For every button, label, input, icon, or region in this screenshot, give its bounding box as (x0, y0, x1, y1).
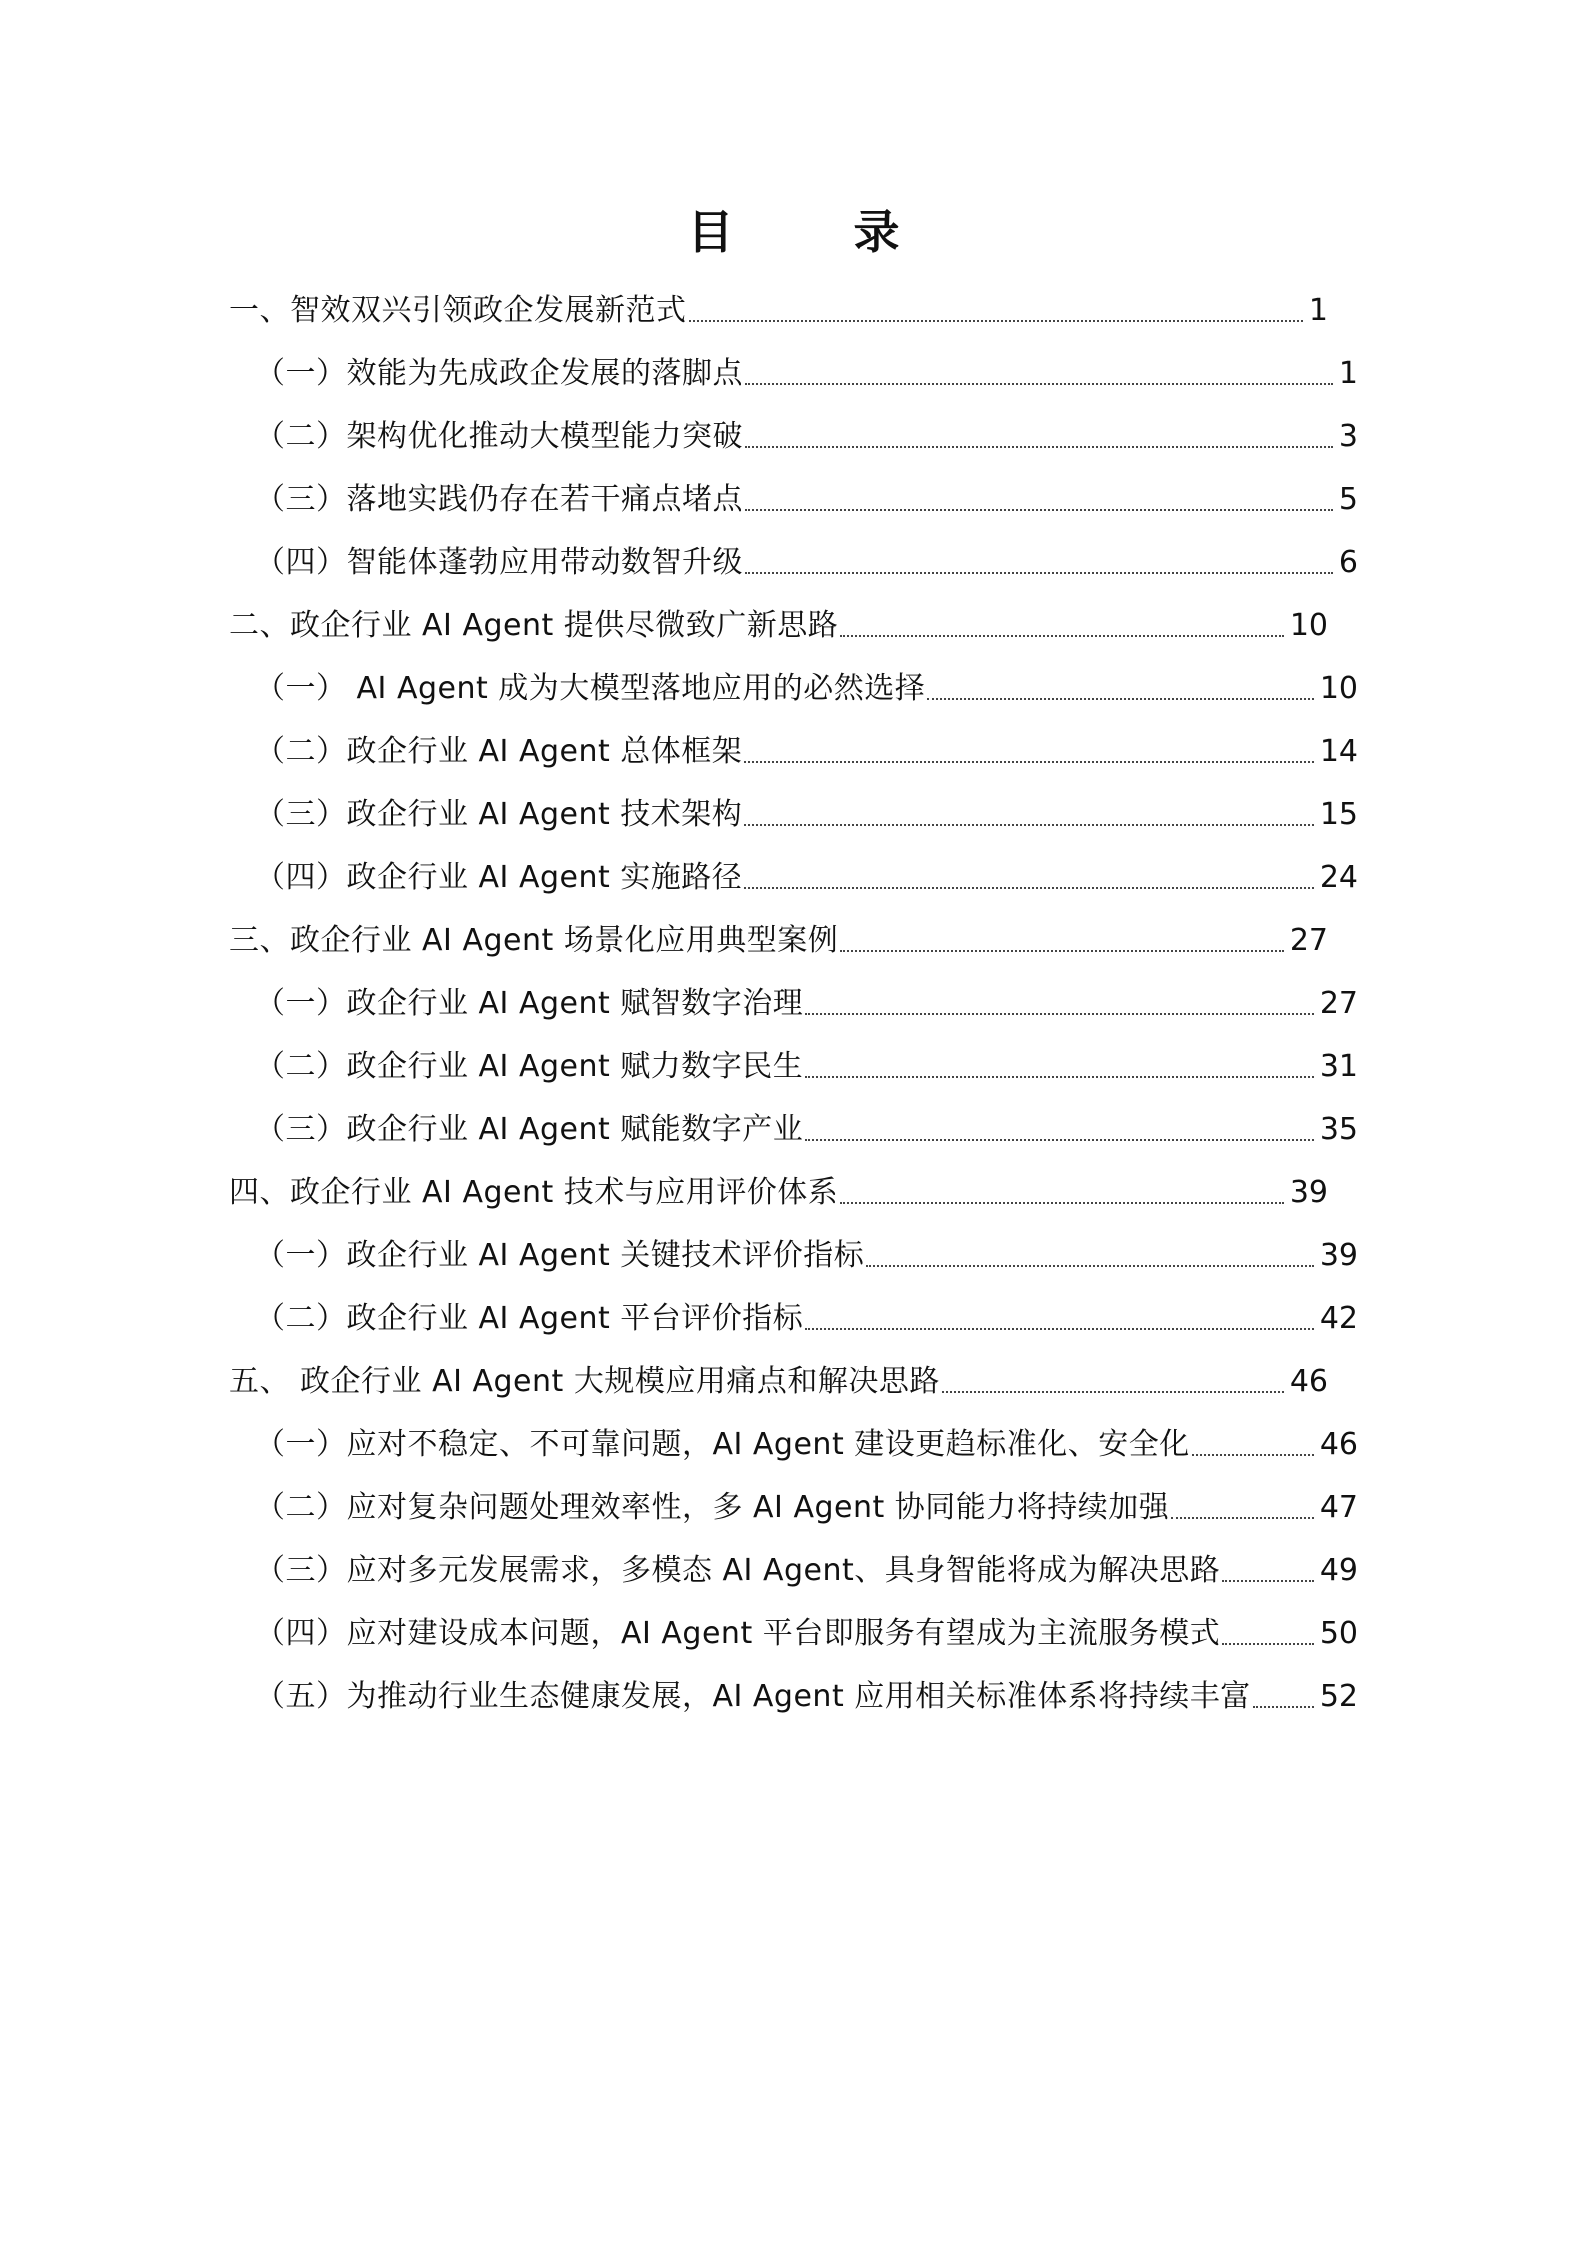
toc-page-number: 42 (1319, 1301, 1358, 1336)
toc-dot-leader (745, 446, 1333, 448)
toc-entry-title: （二）政企行业 AI Agent 赋力数字民生 (255, 1049, 804, 1084)
toc-dot-leader (1192, 1454, 1314, 1456)
toc-page-number: 35 (1319, 1112, 1358, 1147)
toc-entry-title: 五、 政企行业 AI Agent 大规模应用痛点和解决思路 (229, 1364, 940, 1399)
page-title: 目 录 (687, 205, 952, 259)
toc-section-1[interactable] (229, 339, 1358, 402)
toc-page-number: 27 (1319, 986, 1358, 1021)
toc-entry-title: （一）应对不稳定、不可靠问题，AI Agent 建设更趋标准化、安全化 (255, 1427, 1190, 1462)
toc-page-number: 50 (1319, 1616, 1358, 1651)
toc-chapter-10[interactable] (229, 906, 1358, 969)
toc-dot-leader (805, 1328, 1314, 1330)
toc-page-number: 31 (1319, 1049, 1358, 1084)
toc-entry-title: （二）政企行业 AI Agent 平台评价指标 (255, 1301, 804, 1336)
table-of-contents (229, 276, 1358, 1725)
toc-entry-title: （一）政企行业 AI Agent 关键技术评价指标 (255, 1238, 865, 1273)
toc-entry-title: （三）政企行业 AI Agent 赋能数字产业 (255, 1112, 804, 1147)
toc-entry-title: （二）架构优化推动大模型能力突破 (255, 419, 743, 454)
toc-page-number: 5 (1338, 482, 1358, 517)
toc-section-2[interactable] (229, 402, 1358, 465)
toc-page-number: 39 (1289, 1175, 1328, 1210)
toc-chapter-14[interactable] (229, 1158, 1358, 1221)
toc-entry-title: （四）政企行业 AI Agent 实施路径 (255, 860, 743, 895)
toc-entry-title: （三）落地实践仍存在若干痛点堵点 (255, 482, 743, 517)
toc-chapter-0[interactable] (229, 276, 1358, 339)
toc-page-number: 10 (1319, 671, 1358, 706)
toc-dot-leader (745, 509, 1333, 511)
toc-page-number: 49 (1319, 1553, 1358, 1588)
toc-chapter-17[interactable] (229, 1347, 1358, 1410)
toc-entry-title: （一）政企行业 AI Agent 赋智数字治理 (255, 986, 804, 1021)
toc-entry-title: 二、政企行业 AI Agent 提供尽微致广新思路 (229, 608, 839, 643)
toc-section-7[interactable] (229, 717, 1358, 780)
toc-page-number: 46 (1289, 1364, 1328, 1399)
toc-page-number: 1 (1308, 293, 1328, 328)
toc-page-number: 10 (1289, 608, 1328, 643)
toc-section-6[interactable] (229, 654, 1358, 717)
toc-section-3[interactable] (229, 465, 1358, 528)
toc-page-number: 14 (1319, 734, 1358, 769)
toc-dot-leader (745, 383, 1333, 385)
toc-section-22[interactable] (229, 1662, 1358, 1725)
toc-entry-title: （四）应对建设成本问题，AI Agent 平台即服务有望成为主流服务模式 (255, 1616, 1221, 1651)
toc-dot-leader (840, 1202, 1284, 1204)
toc-entry-title: （四）智能体蓬勃应用带动数智升级 (255, 545, 743, 580)
toc-dot-leader (744, 761, 1314, 763)
toc-section-21[interactable] (229, 1599, 1358, 1662)
toc-dot-leader (840, 635, 1284, 637)
toc-entry-title: （二）应对复杂问题处理效率性，多 AI Agent 协同能力将持续加强 (255, 1490, 1170, 1525)
toc-dot-leader (805, 1076, 1314, 1078)
toc-entry-title: （五）为推动行业生态健康发展，AI Agent 应用相关标准体系将持续丰富 (255, 1679, 1251, 1714)
toc-page-number: 15 (1319, 797, 1358, 832)
toc-entry-title: 一、智效双兴引领政企发展新范式 (229, 293, 687, 328)
toc-dot-leader (744, 887, 1314, 889)
toc-page-number: 3 (1338, 419, 1358, 454)
toc-page-number: 24 (1319, 860, 1358, 895)
toc-dot-leader (1171, 1517, 1314, 1519)
toc-section-18[interactable] (229, 1410, 1358, 1473)
toc-page-number: 39 (1319, 1238, 1358, 1273)
toc-entry-title: （三）应对多元发展需求，多模态 AI Agent、具身智能将成为解决思路 (255, 1553, 1221, 1588)
toc-entry-title: 三、政企行业 AI Agent 场景化应用典型案例 (229, 923, 839, 958)
toc-dot-leader (744, 824, 1314, 826)
toc-dot-leader (927, 698, 1314, 700)
toc-entry-title: （二）政企行业 AI Agent 总体框架 (255, 734, 743, 769)
toc-dot-leader (689, 320, 1303, 322)
toc-section-4[interactable] (229, 528, 1358, 591)
toc-dot-leader (805, 1139, 1314, 1141)
toc-dot-leader (942, 1391, 1284, 1393)
toc-section-9[interactable] (229, 843, 1358, 906)
toc-section-19[interactable] (229, 1473, 1358, 1536)
toc-page-number: 52 (1319, 1679, 1358, 1714)
toc-section-13[interactable] (229, 1095, 1358, 1158)
toc-dot-leader (866, 1265, 1314, 1267)
toc-section-12[interactable] (229, 1032, 1358, 1095)
toc-section-20[interactable] (229, 1536, 1358, 1599)
toc-dot-leader (840, 950, 1284, 952)
toc-section-11[interactable] (229, 969, 1358, 1032)
toc-entry-title: （一） AI Agent 成为大模型落地应用的必然选择 (255, 671, 926, 706)
toc-section-15[interactable] (229, 1221, 1358, 1284)
toc-page-number: 1 (1338, 356, 1358, 391)
toc-page-number: 46 (1319, 1427, 1358, 1462)
toc-dot-leader (1222, 1643, 1314, 1645)
toc-entry-title: （一）效能为先成政企发展的落脚点 (255, 356, 743, 391)
toc-chapter-5[interactable] (229, 591, 1358, 654)
toc-entry-title: 四、政企行业 AI Agent 技术与应用评价体系 (229, 1175, 839, 1210)
toc-dot-leader (1222, 1580, 1314, 1582)
toc-section-16[interactable] (229, 1284, 1358, 1347)
toc-page-number: 47 (1319, 1490, 1358, 1525)
toc-entry-title: （三）政企行业 AI Agent 技术架构 (255, 797, 743, 832)
toc-dot-leader (745, 572, 1333, 574)
toc-page-number: 27 (1289, 923, 1328, 958)
toc-section-8[interactable] (229, 780, 1358, 843)
toc-dot-leader (1253, 1706, 1314, 1708)
toc-page-number: 6 (1338, 545, 1358, 580)
toc-dot-leader (805, 1013, 1314, 1015)
